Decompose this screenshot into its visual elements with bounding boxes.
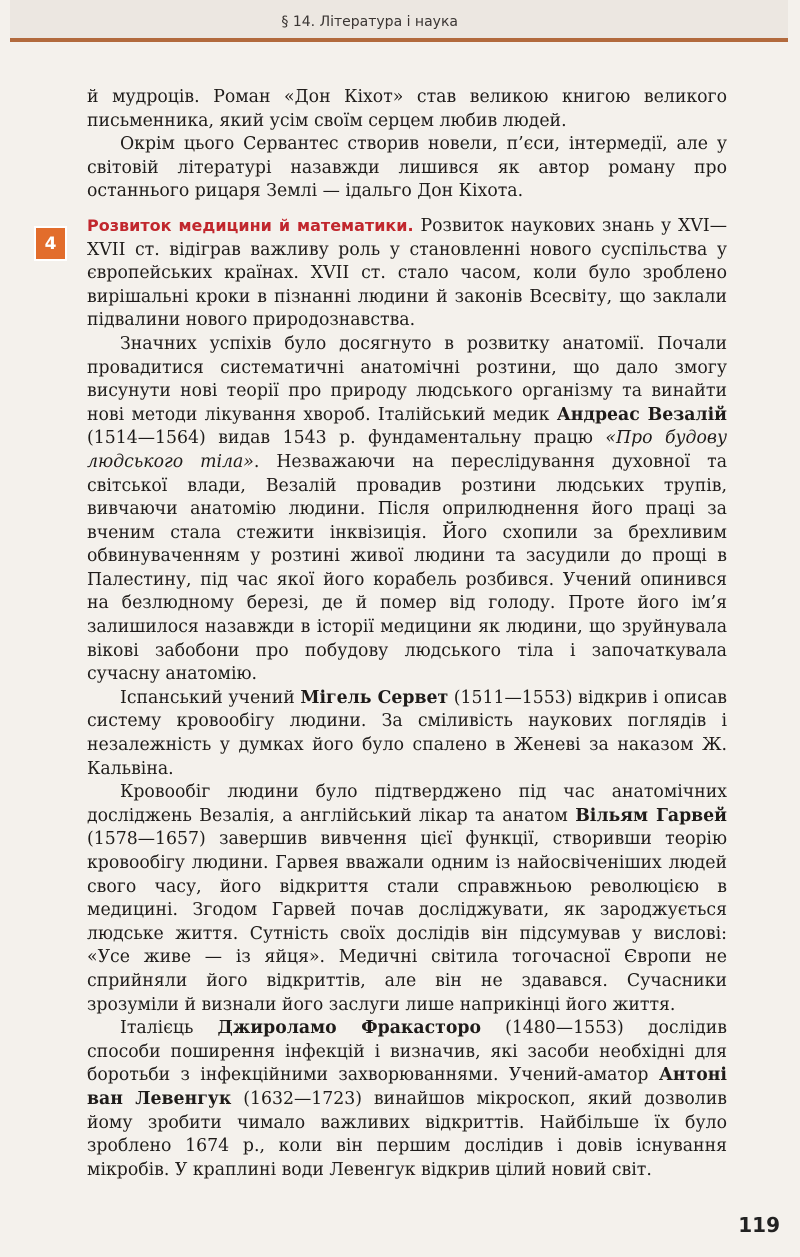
paragraph-servetus: Іспанський учений Мігель Сервет (1511—1553) відкрив і описав систему кровообігу людини. За сміливість наукових поглядів і незалежність у думках його було спалено в Женеві за наказом Ж. Кальвіна. <box>87 687 727 779</box>
section-header-title: § 14. Література і наука <box>281 14 458 30</box>
name-servetus: Мігель Сервет <box>300 687 449 708</box>
paragraph-harvey: Кровообіг людини було підтверджено під час анатомічних досліджень Везалія, а англійський лікар та анатом Вільям Гарвей (1578—1657) завершив вивчення цієї функції, створивши теорію кровообігу людини. Гарвея вважали одним із найосвіченіших людей свого часу, його відкриття стали справжньою революцією в медицині. Згодом Гарвей почав досліджувати, як зароджується людське життя. Сутність своїх дослідів він підсумував у вислові: «Усе живе — із яйця». Медичні світила тогочасної Європи не сприйняли його відкриттів, але він не здавався. Сучасники зрозуміли й визнали його заслуги лише наприкінці його життя. <box>87 782 727 1015</box>
section-number-badge: 4 <box>34 226 67 261</box>
paragraph-section-intro: Розвиток медицини й математики. Розвиток наукових знань у XVI—XVII ст. відіграв важливу роль у становленні нового суспільства у європейських країнах. XVII ст. стало часом, коли було зроблено вирішальні кроки в пізнанні людини й законів Всесвіту, що заклали підвалини нового природознавства. <box>87 215 727 331</box>
paragraph-1: й мудроців. Роман «Дон Кіхот» став великою книгою великого письменника, який усім своїм серцем любив людей. <box>87 87 727 131</box>
page-number: 119 <box>738 1213 780 1237</box>
name-vesalius: Андреас Везалій <box>556 404 727 425</box>
book-title: «Про будову людського тіла» <box>87 428 727 472</box>
section-heading: Розвиток медицини й математики. <box>87 215 414 235</box>
paragraph-vesalius: Значних успіхів було досягнуто в розвитку анатомії. Почали провадитися систематичні анатомічні розтини, що дало змогу висунути нові теорії про природу людського організму та винайти нові методи лікування хвороб. Італійський медик Андреас Везалій (1514—1564) видав 1543 р. фундаментальну працю «Про будову людського тіла». Незважаючи на переслідування духовної та світської влади, Везалій провадив розтини людських трупів, вивчаючи анатомію людини. Після оприлюднення його праці за вченим стала стежити інквізиція. Його схопили за брехливим обвинуваченням у розтині живої людини та засудили до прощі в Палестину, під час якої його корабель розбився. Учений опинився на безлюдному березі, де й помер від голоду. Проте його ім’я залишилося назавжди в історії медицини як людини, що зруйнувала вікові забобони про побудову людського тіла і започаткувала сучасну анатомію. <box>87 333 727 685</box>
page-header <box>10 0 788 42</box>
paragraph-fracastoro: Італієць Джироламо Фракасторо (1480—1553) дослідив способи поширення інфекцій і визначив, які засоби необхідні для боротьби з інфекційними захворюваннями. Учений-аматор Антоні ван Левенгук (1632—1723) винайшов мікроскоп, який дозволив йому зробити чимало важливих відкриттів. Найбільше їх було зроблено 1674 р., коли він першим дослідив і довів існування мікробів. У краплині води Левенгук відкрив цілий новий світ. <box>87 1018 727 1180</box>
name-leeuwenhoek: Антоні ван Левенгук <box>87 1065 727 1109</box>
page-body <box>87 86 727 1182</box>
paragraph-2: Окрім цього Сервантес створив новели, п’єси, інтермедії, але у світовій літературі назавжди лишився як автор роману про останнього рицаря Землі — ідальго Дон Кіхота. <box>87 134 727 202</box>
name-fracastoro: Джироламо Фракасторо <box>217 1018 481 1039</box>
name-harvey: Вільям Гарвей <box>575 805 727 826</box>
